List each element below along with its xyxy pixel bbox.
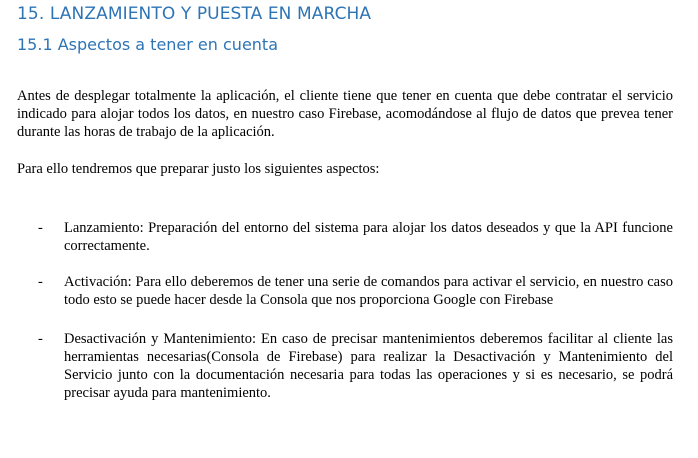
list-item-desactivacion: Desactivación y Mantenimiento: En caso de precisar mantenimientos deberemos facilitar al cliente las herramientas necesarias(Consola de Firebase) para realizar la Desactivación y Mantenimiento del Servicio junto con la documentación necesaria para todas las operaciones y si es necesario, se podrá precisar ayuda para mantenimiento. — [64, 331, 673, 401]
list-bullet: - — [38, 274, 43, 290]
lead-in-paragraph: Para ello tendremos que preparar justo los siguientes aspectos: — [17, 161, 380, 177]
intro-paragraph: Antes de desplegar totalmente la aplicación, el cliente tiene que tener en cuenta que debe contratar el servicio indicado para alojar todos los datos, en nuestro caso Firebase, acomodándose al flujo de datos que prevea tener durante las horas de trabajo de la aplicación. — [17, 88, 673, 140]
list-item-activacion: Activación: Para ello deberemos de tener una serie de comandos para activar el servicio, en nuestro caso todo esto se puede hacer desde la Consola que nos proporciona Google con Firebase — [64, 274, 673, 308]
list-item-lanzamiento: Lanzamiento: Preparación del entorno del sistema para alojar los datos deseados y que la API funcione correctamente. — [64, 220, 673, 254]
list-bullet: - — [38, 220, 43, 236]
subsection-heading: 15.1 Aspectos a tener en cuenta — [17, 35, 278, 54]
section-heading: 15. LANZAMIENTO Y PUESTA EN MARCHA — [17, 4, 372, 24]
list-bullet: - — [38, 331, 43, 347]
